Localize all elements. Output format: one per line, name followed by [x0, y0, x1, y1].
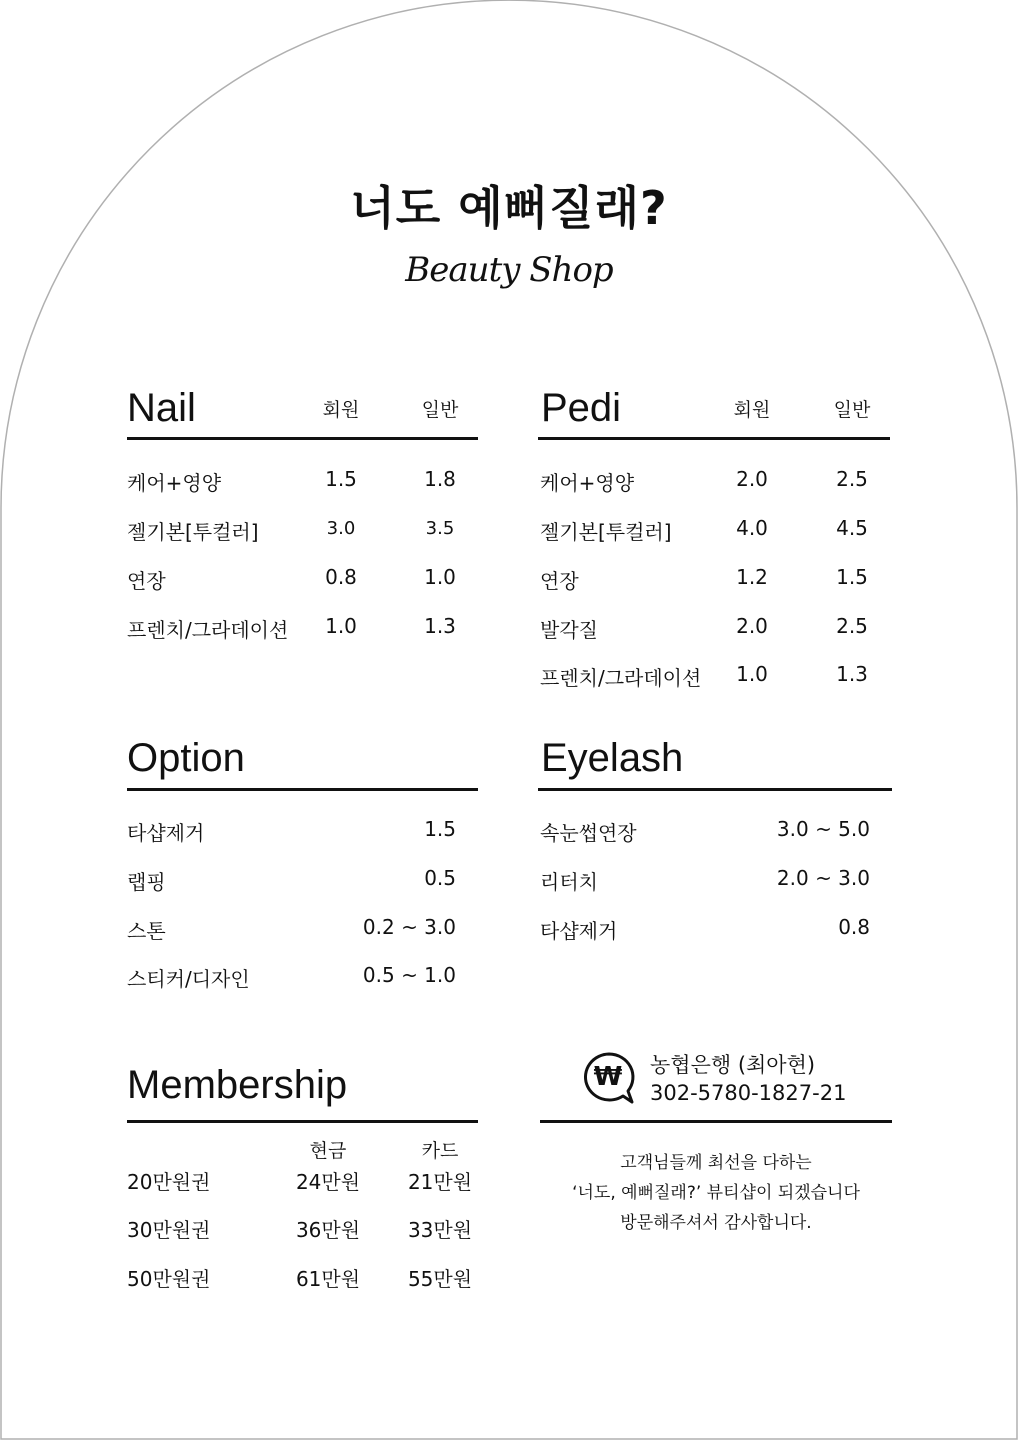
membership-item-card: 33만원 [407, 1218, 473, 1242]
pedi-col-general: 일반 [833, 399, 871, 421]
pedi-item-name: 연장 [540, 569, 579, 593]
pedi-item-member-price: 1.2 [736, 565, 768, 589]
option-item-price: 0.5 ~ 1.0 [362, 963, 456, 987]
option-item-name: 스티커/디자인 [127, 967, 250, 991]
pedi-item-general-price: 2.5 [836, 614, 868, 638]
membership-item-name: 20만원권 [127, 1170, 211, 1194]
pedi-item-member-price: 2.0 [736, 614, 768, 638]
pedi-item-member-price: 4.0 [736, 516, 768, 540]
eyelash-item-price: 0.8 [838, 915, 870, 939]
pedi-item-name: 발각질 [540, 618, 598, 642]
eyelash-item-name: 타샵제거 [540, 919, 618, 943]
nail-item-general-price: 1.0 [424, 565, 456, 589]
won-speech-bubble-icon [580, 1050, 638, 1106]
message-line-1: 고객님들께 최선을 다하는 [620, 1153, 812, 1173]
membership-item-cash: 61만원 [295, 1267, 361, 1291]
membership-item-cash: 36만원 [295, 1218, 361, 1242]
eyelash-rule [538, 788, 892, 791]
pedi-item-name: 프렌치/그라데이션 [540, 666, 702, 690]
option-item-price: 0.2 ~ 3.0 [362, 915, 456, 939]
option-item-name: 스톤 [127, 919, 166, 943]
option-item-name: 랩핑 [127, 870, 166, 894]
nail-item-member-price: 1.0 [325, 614, 357, 638]
membership-item-cash: 24만원 [295, 1170, 361, 1194]
nail-item-name: 케어+영양 [127, 471, 222, 495]
membership-item-name: 50만원권 [127, 1267, 211, 1291]
membership-item-name: 30만원권 [127, 1218, 211, 1242]
pedi-item-general-price: 2.5 [836, 467, 868, 491]
nail-item-name: 프렌치/그라데이션 [127, 618, 289, 642]
membership-section-title: Membership [127, 1063, 348, 1107]
pedi-item-name: 케어+영양 [540, 471, 635, 495]
pedi-item-member-price: 1.0 [736, 662, 768, 686]
nail-item-general-price: 1.3 [424, 614, 456, 638]
bank-name: 농협은행 (최아현) [650, 1053, 816, 1077]
bank-rule [540, 1120, 892, 1123]
option-item-name: 타샵제거 [127, 821, 205, 845]
pedi-item-general-price: 1.5 [836, 565, 868, 589]
eyelash-item-name: 리터치 [540, 870, 598, 894]
pedi-section-title: Pedi [541, 386, 622, 430]
option-section-title: Option [127, 736, 245, 780]
nail-item-member-price: 3.0 [326, 518, 356, 539]
nail-item-general-price: 1.8 [424, 467, 456, 491]
option-item-price: 1.5 [424, 817, 456, 841]
nail-item-member-price: 0.8 [325, 565, 357, 589]
pedi-rule [538, 437, 890, 440]
eyelash-item-name: 속눈썹연장 [540, 821, 637, 845]
membership-item-card: 55만원 [407, 1267, 473, 1291]
membership-rule [127, 1120, 478, 1123]
nail-section-title: Nail [127, 386, 196, 430]
pedi-item-name: 젤기본[투컬러] [540, 520, 672, 544]
pedi-item-general-price: 4.5 [836, 516, 868, 540]
pedi-item-member-price: 2.0 [736, 467, 768, 491]
membership-col-cash: 현금 [309, 1140, 347, 1162]
membership-item-card: 21만원 [407, 1170, 473, 1194]
option-rule [127, 788, 478, 791]
nail-col-general: 일반 [421, 399, 459, 421]
nail-rule [127, 437, 478, 440]
nail-item-general-price: 3.5 [425, 518, 455, 539]
pedi-col-member: 회원 [733, 399, 771, 421]
nail-item-name: 젤기본[투컬러] [127, 520, 259, 544]
nail-item-member-price: 1.5 [325, 467, 357, 491]
bank-account-number: 302-5780-1827-21 [650, 1081, 847, 1105]
shop-subtitle: Beauty Shop [405, 250, 613, 290]
message-line-2: ‘너도, 예뻐질래?’ 뷰티샵이 되겠습니다 [572, 1183, 860, 1203]
eyelash-section-title: Eyelash [541, 736, 684, 780]
message-line-3: 방문해주셔서 감사합니다. [620, 1213, 812, 1233]
eyelash-item-price: 2.0 ~ 3.0 [776, 866, 870, 890]
nail-col-member: 회원 [322, 399, 360, 421]
option-item-price: 0.5 [424, 866, 456, 890]
nail-item-name: 연장 [127, 569, 166, 593]
membership-col-card: 카드 [421, 1140, 459, 1162]
shop-title: 너도 예뻐질래? [350, 181, 668, 235]
svg-text:₩: ₩ [593, 1062, 623, 1092]
eyelash-item-price: 3.0 ~ 5.0 [776, 817, 870, 841]
pedi-item-general-price: 1.3 [836, 662, 868, 686]
